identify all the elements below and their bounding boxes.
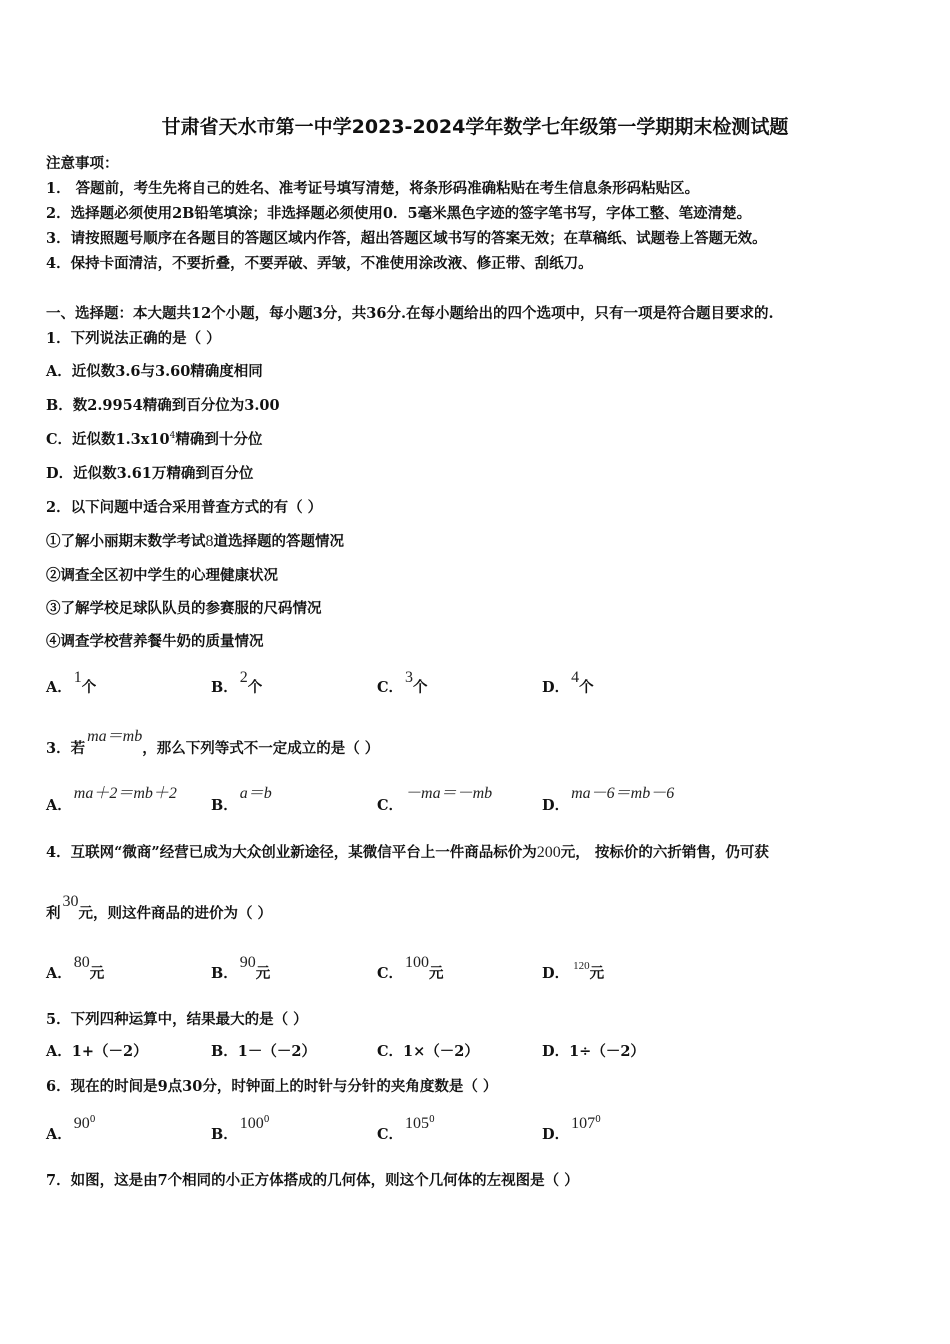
q4-option-b-unit: 元 [255,965,271,982]
q3-option-c-equation: －ma＝－mb [405,785,493,802]
q4-option-a-label: A． [46,965,72,982]
q4-option-d-number: 120 [573,960,590,972]
q2-item-1-text: ①了解小丽期末数学考试 [46,533,206,550]
q6-option-d [542,1115,601,1144]
q6-option-c-label: C． [377,1126,404,1143]
q4-option-a [46,954,105,983]
q6-option-b-label: B． [211,1126,238,1143]
q1-stem: 1．下列说法正确的是（ ） [46,330,221,347]
q2-option-d [542,669,594,697]
q3-option-b [211,785,272,815]
q4-option-d-label: D． [542,965,570,982]
q4-stem-line1 [46,841,769,862]
q6-option-d-degree: 0 [595,1115,601,1125]
q6-option-a-degree: 0 [89,1115,96,1125]
q1-option-b: B．数2.9954精确到百分位为3.00 [46,397,280,414]
q2-option-d-number: 4 [571,669,580,686]
q3-stem-prefix: 3．若 [46,740,86,757]
q2-option-a [46,669,97,697]
q6-stem: 6．现在的时间是9点30分，时钟面上的时针与分针的夹角度数是（ ） [46,1078,498,1095]
q4-option-b [211,954,271,983]
q5-option-b-label: B． [211,1043,238,1060]
q6-option-c-number: 105 [405,1115,430,1132]
q2-option-d-label: D． [542,679,570,696]
q4-price: 200 [536,844,561,861]
q4-option-c-label: C． [377,965,404,982]
q5-option-a-expr: 1+（－2） [71,1043,148,1060]
q2-item-3: ③了解学校足球队队员的参赛服的尺码情况 [46,600,322,617]
q4-option-b-label: B． [211,965,238,982]
q6-option-c-degree: 0 [429,1115,435,1125]
q2-option-b-label: B． [211,679,238,696]
q1-option-c-exponent: 4 [169,431,176,441]
q2-option-c-label: C． [377,679,404,696]
q2-item-1-number: 8 [205,533,214,550]
q2-option-c [377,669,428,697]
q5-option-d [542,1040,645,1061]
q5-option-d-expr: 1÷（－2） [569,1043,645,1060]
q2-item-1-suffix: 道选择题的答题情况 [213,533,344,550]
q2-option-b-unit: 个 [247,679,263,696]
q3-stem-equation: ma＝mb [87,728,143,745]
q4-option-a-unit: 元 [89,965,105,982]
q3-stem [46,728,380,758]
q6-option-c [377,1115,435,1144]
q3-option-c [377,785,493,815]
q2-option-b [211,669,263,697]
q6-option-d-label: D． [542,1126,570,1143]
q3-option-d-equation: ma－6＝mb－6 [571,785,675,802]
q1-option-d: D．近似数3.61万精确到百分位 [46,465,254,482]
notice-item-2: 2．选择题必须使用2B铅笔填涂；非选择题必须使用0．5毫米黑色字迹的签字笔书写，字体工整、笔迹清楚。 [46,205,752,222]
q2-option-b-number: 2 [239,669,248,686]
q3-option-d-label: D． [542,797,570,814]
q4-option-d [542,962,604,983]
q3-option-a-label: A． [46,797,72,814]
q1-option-c-suffix: 精确到十分位 [175,431,263,448]
q7-stem: 7．如图，这是由7个相同的小正方体搭成的几何体，则这个几何体的左视图是（ ） [46,1172,579,1189]
q4-option-c-number: 100 [405,954,430,971]
q4-stem-line2-prefix: 利 [46,905,61,922]
q2-option-c-unit: 个 [413,679,428,696]
q1-option-c [46,428,262,449]
q6-option-a-label: A． [46,1126,72,1143]
q4-stem-line1-text: 4．互联网“微商”经营已成为大众创业新途径，某微信平台上一件商品标价为 [46,844,537,861]
q1-option-c-text: C．近似数1.3x10 [46,431,170,448]
notice-item-3: 3．请按照题号顺序在各题目的答题区域内作答，超出答题区域书写的答案无效；在草稿纸、试题卷上答题无效。 [46,230,767,247]
q1-option-a: A．近似数3.6与3.60精确度相同 [46,363,263,380]
notice-item-1: 1． 答题前，考生先将自己的姓名、准考证号填写清楚，将条形码准确粘贴在考生信息条形码粘贴区。 [46,180,700,197]
q5-stem: 5．下列四种运算中，结果最大的是（ ） [46,1011,308,1028]
q6-option-a-number: 90 [73,1115,90,1132]
q2-option-d-unit: 个 [579,679,594,696]
q4-option-d-unit: 元 [589,965,605,982]
section-heading: 一、选择题：本大题共12个小题，每小题3分，共36分.在每小题给出的四个选项中，只有一项是符合题目要求的. [46,305,774,322]
q5-option-c-expr: 1×（－2） [403,1043,479,1060]
q6-option-d-number: 107 [571,1115,596,1132]
q6-option-a [46,1115,96,1144]
q2-option-a-label: A． [46,679,72,696]
q4-stem-line2-suffix: 元，则这件商品的进价为（ ） [78,905,273,922]
notice-item-4: 4．保持卡面清洁，不要折叠，不要弄破、弄皱，不准使用涂改液、修正带、刮纸刀。 [46,255,593,272]
q5-option-b-expr: 1－（－2） [237,1043,316,1060]
q3-option-a [46,785,177,815]
q5-option-a-label: A． [46,1043,72,1060]
q2-option-a-number: 1 [73,669,82,686]
q2-item-1 [46,530,344,551]
q3-option-c-label: C． [377,797,404,814]
q4-profit: 30 [62,893,79,910]
q6-option-b-number: 100 [239,1115,264,1132]
q4-stem-line2 [46,893,273,923]
q5-option-b [211,1040,316,1061]
q4-option-b-number: 90 [239,954,256,971]
q3-option-b-label: B． [211,797,238,814]
q3-stem-suffix: ，那么下列等式不一定成立的是（ ） [142,740,380,757]
q6-option-b-degree: 0 [263,1115,270,1125]
q6-option-b [211,1115,270,1144]
q4-option-c-unit: 元 [429,965,444,982]
q3-option-d [542,785,675,815]
q4-option-c [377,954,444,983]
q5-option-a [46,1040,148,1061]
q3-option-b-equation: a＝b [239,785,272,802]
q5-option-c-label: C． [377,1043,404,1060]
q2-item-2: ②调查全区初中学生的心理健康状况 [46,567,278,584]
q2-option-c-number: 3 [405,669,414,686]
q3-option-a-equation: ma＋2＝mb＋2 [73,785,177,802]
q4-stem-line1-suffix: 元， 按标价的六折销售，仍可获 [560,844,769,861]
q2-option-a-unit: 个 [81,679,97,696]
q2-item-4: ④调查学校营养餐牛奶的质量情况 [46,633,264,650]
q2-stem: 2．以下问题中适合采用普查方式的有（ ） [46,499,323,516]
q4-option-a-number: 80 [73,954,90,971]
q5-option-d-label: D． [542,1043,570,1060]
q5-option-c [377,1040,479,1061]
page-title: 甘肃省天水市第一中学2023-2024学年数学七年级第一学期期末检测试题 [161,116,789,138]
notice-heading: 注意事项： [46,155,119,172]
